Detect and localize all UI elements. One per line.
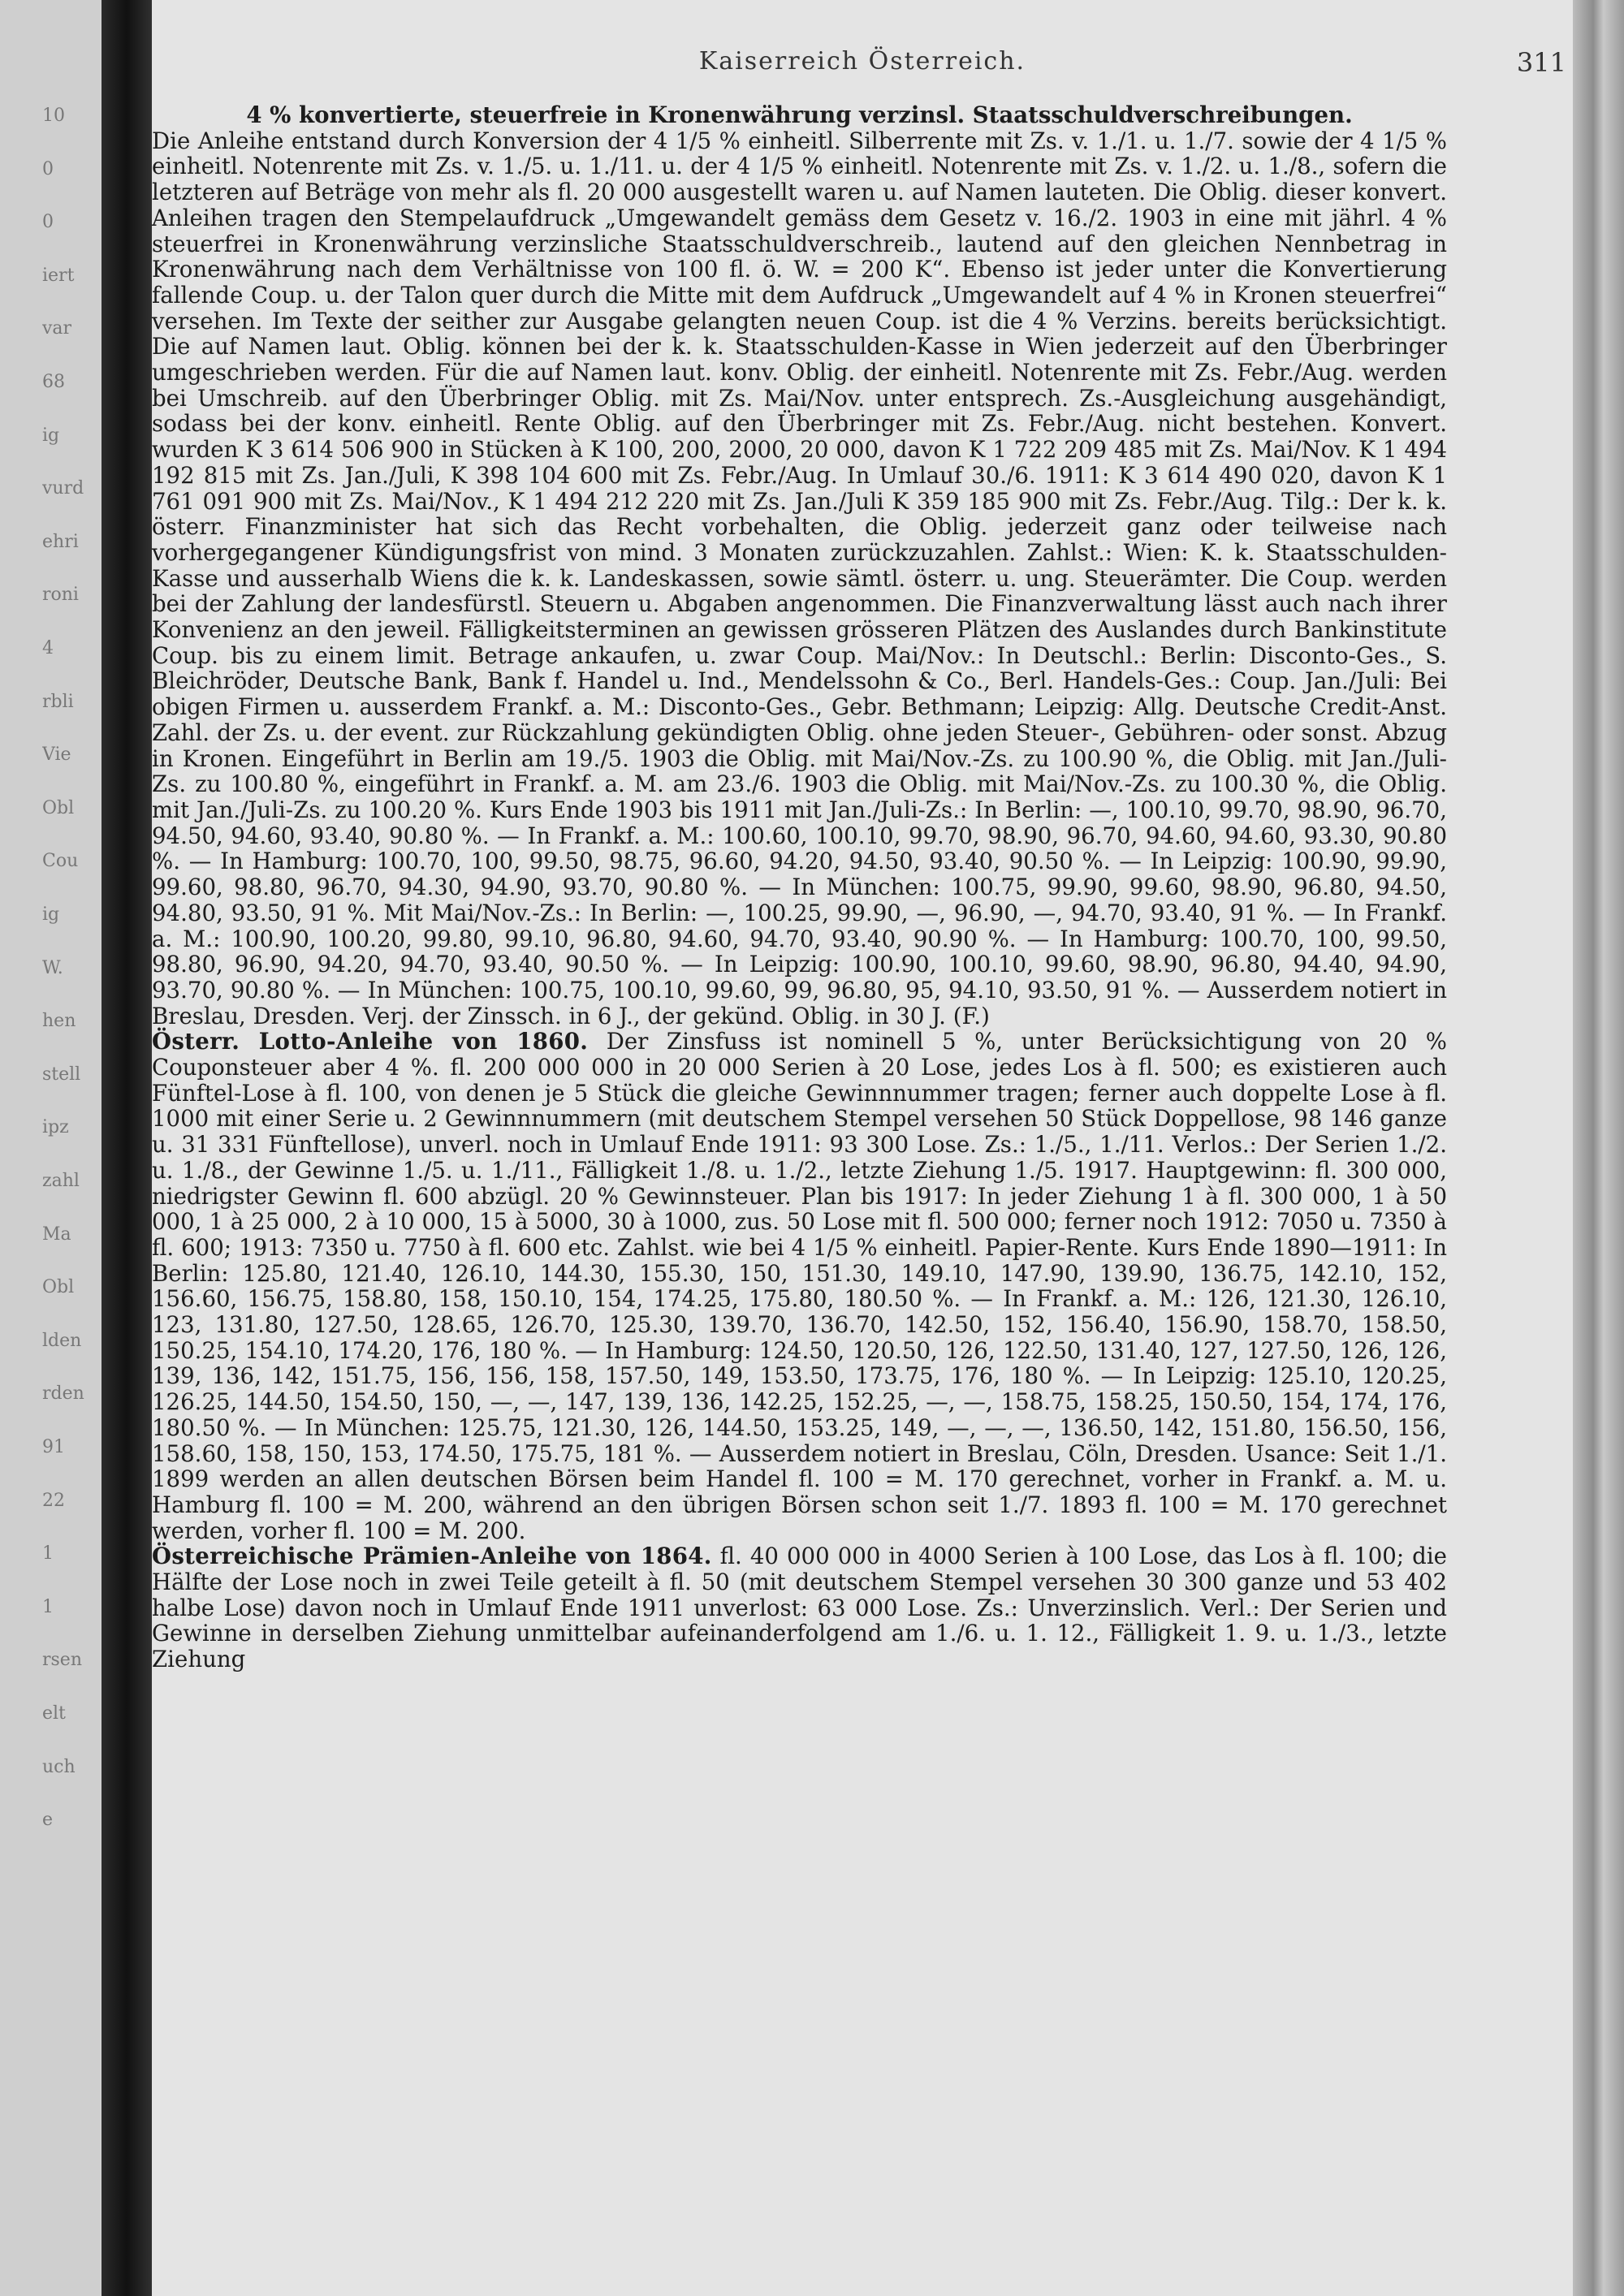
section-title: Österr. Lotto-Anleihe von 1860. [152, 1028, 589, 1055]
section-paragraph [152, 1029, 1447, 1543]
margin-fragment: e [42, 1810, 54, 1831]
margin-fragment: Obl [42, 1277, 75, 1298]
page-edge-right [1573, 0, 1624, 2296]
section-paragraph [152, 1543, 1447, 1672]
section-title: 4 % konvertierte, steuerfreie in Kronenwährung verzinsl. Staatsschuldverschreibungen. [246, 101, 1353, 128]
margin-fragment: 0 [42, 158, 54, 179]
margin-fragment: Cou [42, 851, 79, 872]
margin-fragment: rden [42, 1383, 84, 1405]
margin-fragment: stell [42, 1064, 81, 1085]
margin-fragment: 4 [42, 638, 54, 658]
section-body: fl. 40 000 000 in 4000 Serien à 100 Lose, das Los à fl. 100; die Hälfte der Lose noch in zwei Teile geteilt à fl. 50 (mit deutschem Stempel versehen 30 300 ganze und 53 402 halbe Lose) davon noch in Umlauf Ende 1911 unverlost: 63 000 Lose. Zs.: Unverzinslich. Verl.: Der Serien und Gewinne in derselben Ziehung unmittelbar aufeinanderfolgend am 1./6. u. 1. 12., Fälligkeit 1. 9. u. 1./3., letzte Ziehung [152, 1543, 1447, 1673]
margin-fragment: rsen [42, 1650, 82, 1671]
margin-fragment: hen [42, 1011, 76, 1032]
page-header [152, 47, 1573, 88]
section-title: Österreichische Prämien-Anleihe von 1864. [152, 1543, 712, 1570]
margin-fragment: 10 [42, 106, 65, 126]
margin-fragment: uch [42, 1756, 76, 1777]
margin-fragment: 1 [42, 1543, 54, 1564]
margin-fragment: 68 [42, 372, 65, 392]
margin-fragment: roni [42, 585, 79, 606]
section-praemien-anleihe-1864 [152, 1543, 1447, 1672]
margin-fragment: Obl [42, 797, 75, 818]
body-text [152, 102, 1447, 1672]
binding-gutter [102, 0, 152, 2296]
margin-fragment: ehri [42, 531, 79, 552]
document-page [152, 0, 1573, 2296]
section-body: Der Zinsfuss ist nominell 5 %, unter Berücksichtigung von 20 % Couponsteuer aber 4 %. fl. 200 000 000 in 20 000 Serien à 20 Lose, jedes Los à fl. 500; es existieren auch Fünftel-Lose à fl. 100, von denen je 5 Stück die gleiche Gewinnnummer tragen; ferner auch doppelte Lose à fl. 1000 mit einer Serie u. 2 Gewinnnummern (mit deutschem Stempel versehen 50 Stück Doppellose, 98 146 ganze u. 31 331 Fünftellose), unverl. noch in Umlauf Ende 1911: 93 300 Lose. Zs.: 1./5., 1./11. Verlos.: Der Serien 1./2. u. 1./8., der Gewinne 1./5. u. 1./11., Fälligkeit 1./8. u. 1./2., letzte Ziehung 1./5. 1917. Hauptgewinn: fl. 300 000, niedrigster Gewinn fl. 600 abzügl. 20 % Gewinnsteuer. Plan bis 1917: In jeder Ziehung 1 à fl. 300 000, 1 à 50 000, 1 à 25 000, 2 à 10 000, 15 à 5000, 30 à 1000, zus. 50 Lose mit fl. 500 000; ferner noch 1912: 7050 u. 7350 à fl. 600; 1913: 7350 u. 7750 à fl. 600 etc. Zahlst. wie bei 4 1/5 % einheitl. Papier-Rente. Kurs Ende 1890—1911: In Berlin: 125.80, 121.40, 126.10, 144.30, 155.30, 150, 151.30, 149.10, 147.90, 139.90, 136.75, 142.10, 152, 156.60, 156.75, 158.80, 158, 150.10, 154, 174.25, 175.80, 180.50 %. — In Frankf. a. M.: 126, 121.30, 126.10, 123, 131.80, 127.50, 128.65, 126.70, 125.30, 139.70, 136.70, 142.50, 152, 156.40, 156.90, 158.70, 158.50, 150.25, 154.10, 174.20, 176, 180 %. — In Hamburg: 124.50, 120.50, 126, 122.50, 131.40, 127, 127.50, 126, 126, 139, 136, 142, 151.75, 156, 156, 158, 157.50, 149, 153.50, 173.75, 176, 180 %. — In Leipzig: 125.10, 120.25, 126.25, 144.50, 154.50, 150, —, —, 147, 139, 136, 142.25, 152.25, —, —, 158.75, 158.25, 150.50, 154, 174, 176, 180.50 %. — In München: 125.75, 121.30, 126, 144.50, 153.25, 149, —, —, —, 136.50, 142, 151.80, 156.50, 156, 158.60, 158, 150, 153, 174.50, 175.75, 181 %. — Ausserdem notiert in Breslau, Cöln, Dresden. Usance: Seit 1./1. 1899 werden an allen deutschen Börsen beim Handel fl. 100 = M. 170 gerechnet, vorher in Frankf. a. M. u. Hamburg fl. 100 = M. 200, während an den übrigen Börsen schon seit 1./7. 1893 fl. 100 = M. 170 gerechnet werden, vorher fl. 100 = M. 200. [152, 1028, 1447, 1544]
section-4pct-converted-bonds [152, 102, 1447, 1029]
margin-fragment: lden [42, 1330, 82, 1351]
margin-fragment: rbli [42, 691, 74, 712]
margin-fragment: elt [42, 1703, 66, 1724]
page-number: 311 [1516, 47, 1566, 78]
running-title: Kaiserreich Österreich. [698, 47, 1026, 76]
margin-fragment: iert [42, 265, 75, 286]
previous-page-edge [0, 0, 102, 2296]
margin-fragment: ig [42, 904, 60, 925]
margin-fragment: 0 [42, 212, 54, 233]
margin-fragment: ig [42, 425, 60, 446]
section-body: Die Anleihe entstand durch Konversion der 4 1/5 % einheitl. Silberrente mit Zs. v. 1./1. u. 1./7. sowie der 4 1/5 % einheitl. Notenrente mit Zs. v. 1./5. u. 1./11. u. der 4 1/5 % einheitl. Notenrente mit Zs. v. 1./2. u. 1./8., sofern die letzteren auf Beträge von mehr als fl. 20 000 ausgestellt waren u. auf Namen lauteten. Die Oblig. dieser konvert. Anleihen tragen den Stempelaufdruck „Umgewandelt gemäss dem Gesetz v. 16./2. 1903 in eine mit jährl. 4 % steuerfrei in Kronenwährung verzinsliche Staatsschuldverschreib., lautend auf den gleichen Nennbetrag in Kronenwährung nach dem Verhältnisse von 100 fl. ö. W. = 200 K“. Ebenso ist jeder unter die Konvertierung fallende Coup. u. der Talon quer durch die Mitte mit dem Aufdruck „Umgewandelt auf 4 % in Kronen steuerfrei“ versehen. Im Texte der seither zur Ausgabe gelangten neuen Coup. ist die 4 % Verzins. bereits berücksichtigt. Die auf Namen laut. Oblig. können bei der k. k. Staatsschulden-Kasse in Wien jederzeit auf den Überbringer umgeschrieben werden. Für die auf Namen laut. konv. Oblig. der einheitl. Notenrente mit Zs. Febr./Aug. werden bei Umschreib. auf den Überbringer Oblig. mit Zs. Mai/Nov. unter entsprech. Zs.-Ausgleichung ausgehändigt, sodass bei der konv. einheitl. Rente Oblig. auf den Überbringer mit Zs. Febr./Aug. nicht bestehen. Konvert. wurden K 3 614 506 900 in Stücken à K 100, 200, 2000, 20 000, davon K 1 722 209 485 mit Zs. Mai/Nov. K 1 494 192 815 mit Zs. Jan./Juli, K 398 104 600 mit Zs. Febr./Aug. In Umlauf 30./6. 1911: K 3 614 490 020, davon K 1 761 091 900 mit Zs. Mai/Nov., K 1 494 212 220 mit Zs. Jan./Juli K 359 185 900 mit Zs. Febr./Aug. Tilg.: Der k. k. österr. Finanzminister hat sich das Recht vorbehalten, die Oblig. jederzeit ganz oder teilweise nach vorhergegangener Kündigungsfrist von mind. 3 Monaten zurückzuzahlen. Zahlst.: Wien: K. k. Staatsschulden-Kasse und ausserhalb Wiens die k. k. Landeskassen, sowie sämtl. österr. u. ung. Steuerämter. Die Coup. werden bei der Zahlung der landesfürstl. Steuern u. Abgaben angenommen. Die Finanzverwaltung lässt auch nach ihrer Konvenienz an den jeweil. Fälligkeitsterminen an gewissen grösseren Plätzen des Auslandes durch Bankinstitute Coup. bis zu einem limit. Betrage ankaufen, u. zwar Coup. Mai/Nov.: In Deutschl.: Berlin: Disconto-Ges., S. Bleichröder, Deutsche Bank, Bank f. Handel u. Ind., Mendelssohn & Co., Berl. Handels-Ges.: Coup. Jan./Juli: Bei obigen Firmen u. ausserdem Frankf. a. M.: Disconto-Ges., Gebr. Bethmann; Leipzig: Allg. Deutsche Credit-Anst. Zahl. der Zs. u. der event. zur Rückzahlung gekündigten Oblig. ohne jeden Steuer-, Gebühren- oder sonst. Abzug in Kronen. Eingeführt in Berlin am 19./5. 1903 die Oblig. mit Mai/Nov.-Zs. zu 100.90 %, die Oblig. mit Jan./Juli-Zs. zu 100.80 %, eingeführt in Frankf. a. M. am 23./6. 1903 die Oblig. mit Mai/Nov.-Zs. zu 100.30 %, die Oblig. mit Jan./Juli-Zs. zu 100.20 %. Kurs Ende 1903 bis 1911 mit Jan./Juli-Zs.: In Berlin: —, 100.10, 99.70, 98.90, 96.70, 94.50, 94.60, 93.40, 90.80 %. — In Frankf. a. M.: 100.60, 100.10, 99.70, 98.90, 96.70, 94.60, 94.60, 93.30, 90.80 %. — In Hamburg: 100.70, 100, 99.50, 98.75, 96.60, 94.20, 94.50, 93.40, 90.50 %. — In Leipzig: 100.90, 99.90, 99.60, 98.80, 96.70, 94.30, 94.90, 93.70, 90.80 %. — In München: 100.75, 99.90, 99.60, 98.90, 96.80, 94.50, 94.80, 93.50, 91 %. Mit Mai/Nov.-Zs.: In Berlin: —, 100.25, 99.90, —, 96.90, —, 94.70, 93.40, 91 %. — In Frankf. a. M.: 100.90, 100.20, 99.80, 99.10, 96.80, 94.60, 94.70, 93.40, 90.90 %. — In Hamburg: 100.70, 100, 99.50, 98.80, 96.90, 94.20, 94.70, 93.40, 90.50 %. — In Leipzig: 100.90, 100.10, 99.60, 98.90, 96.80, 94.40, 94.90, 93.70, 90.80 %. — In München: 100.75, 100.10, 99.60, 99, 96.80, 95, 94.10, 93.50, 91 %. — Ausserdem notiert in Breslau, Dresden. Verj. der Zinssch. in 6 J., der gekünd. Oblig. in 30 J. (F.) [152, 127, 1447, 1029]
margin-fragment: zahl [42, 1171, 80, 1191]
margin-fragment: 1 [42, 1596, 54, 1617]
margin-fragment: W. [42, 957, 63, 978]
margin-fragment: var [42, 318, 72, 339]
margin-fragment: Vie [42, 744, 71, 766]
margin-fragment: vurd [42, 478, 84, 499]
margin-fragment: ipz [42, 1117, 69, 1138]
margin-fragment: 22 [42, 1490, 65, 1511]
margin-fragment: 91 [42, 1437, 65, 1457]
margin-fragment: Ma [42, 1224, 71, 1245]
section-lotto-anleihe-1860 [152, 1029, 1447, 1543]
